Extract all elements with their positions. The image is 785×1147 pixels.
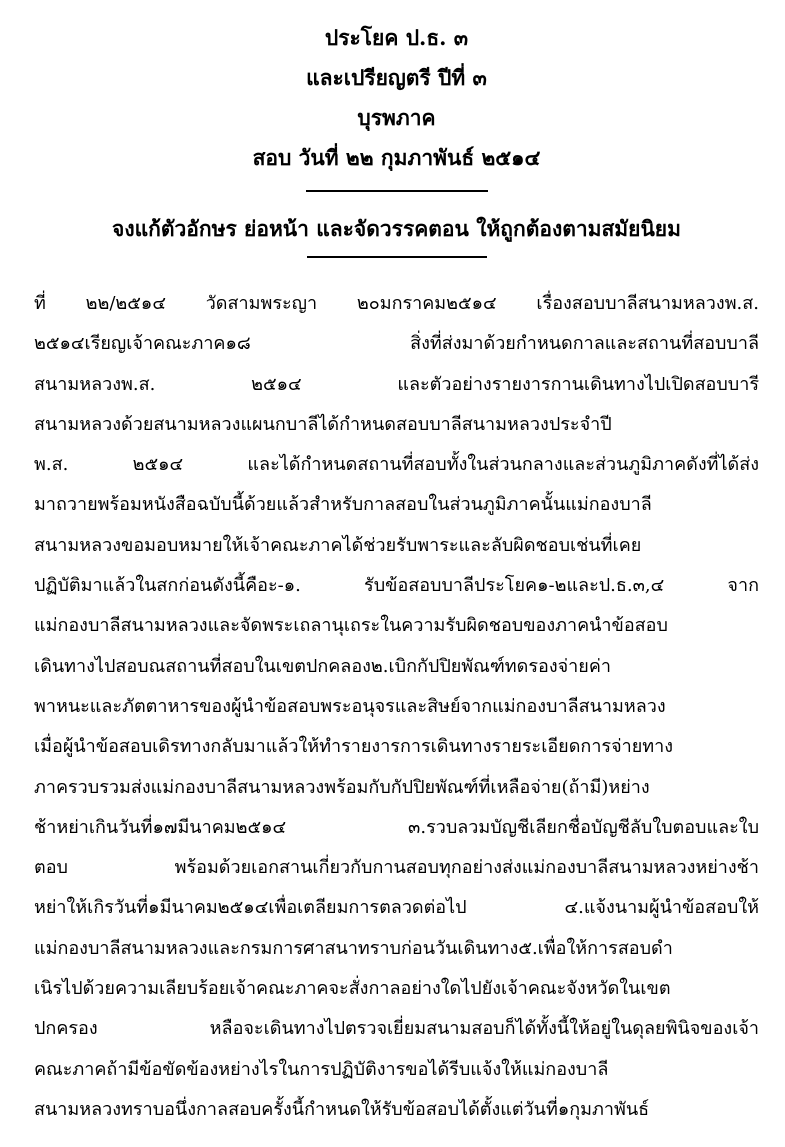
passage-line: สนามหลวงพ.ส. ๒๕๑๔ และตัวอย่างรายงารกานเดินทางไปเปิดสอบบารี	[34, 373, 759, 395]
passage-line: คณะภาคถ้ามีข้อขัดข้องหย่างไรในการปฏิบัติงารขอได้รีบแจ้งให้แม่กองบาลี	[34, 1058, 609, 1080]
exam-passage	[34, 284, 759, 1130]
exam-instruction: จงแก้ตัวอักษร ย่อหน้า และจัดวรรคตอน ให้ถูกต้องตามสมัยนิยม	[112, 216, 681, 241]
passage-line: ที่ ๒๒/๒๕๑๔ วัดสามพระญา ๒๐มกราคม๒๕๑๔ เรื่องสอบบาลีสนามหลวงพ.ส.	[34, 293, 759, 314]
passage-line: แม่กองบาลีสนามหลวงและกรมการศาสนาทราบก่อนวันเดินทาง๕.เพื่อให้การสอบดำ	[34, 937, 673, 959]
passage-line: ๒๕๑๔เรียญเจ้าคณะภาค๑๘ สิ่งที่ส่งมาด้วยกำหนดกาลและสถานที่สอบบาลี	[34, 333, 759, 355]
exam-grade-title: และเปรียญตรี ปีที่ ๓	[306, 65, 487, 90]
passage-line: แม่กองบาลีสนามหลวงและจัดพระเถลานุเถระในความรับผิดชอบของภาคนำข้อสอบ	[34, 615, 668, 637]
passage-line: พาหนะและภัตตาหารของผู้นำข้อสอบพระอนุจรและสิษย์จากแม่กองบาลีสนามหลวง	[34, 695, 666, 717]
passage-line: มาถวายพร้อมหนังสือฉบับนี้ด้วยแล้วสำหรับกาลสอบในส่วนภูมิภาคนั้นแม่กองบาลี	[34, 494, 652, 516]
passage-line: เมื่อผู้นำข้อสอบเดิรทางกลับมาแล้วให้ทำรายงารการเดินทางรายระเอียดการจ่ายทาง	[34, 736, 674, 758]
passage-line: สนามหลวงขอมอบหมายให้เจ้าคณะภาคได้ช่วยรับพาระและลับผิดชอบเช่นที่เคย	[34, 534, 642, 556]
header-divider	[306, 190, 488, 192]
passage-line: สนามหลวงทราบอนึ่งกาลสอบครั้งนี้กำหนดให้รับข้อสอบได้ตั้งแต่วันที่๑กุมภาพันธ์	[34, 1098, 650, 1120]
passage-line: หย่าให้เกิรวันที่๑มีนาคม๒๕๑๔เพื่อเตลียมการตลวดต่อไป ๔.แจ้งนามผู้นำข้อสอบให้	[34, 897, 759, 919]
passage-line: ปกครอง หลือจะเดินทางไปตรวจเยี่ยมสนามสอบก็ได้ทั้งนี้ให้อยู่ในดุลยพินิจของเจ้า	[34, 1018, 759, 1040]
exam-level-title: ประโยค ป.ธ. ๓	[324, 25, 469, 50]
passage-line: เนิรไปด้วยความเลียบร้อยเจ้าคณะภาคจะสั่งกาลอย่างใดไปยังเจ้าคณะจังหวัดในเขต	[34, 978, 671, 1000]
passage-line: ตอบ พร้อมด้วยเอกสานเกี่ยวกับกานสอบทุกอย่างส่งแม่กองบาลีสนามหลวงหย่างช้า	[34, 857, 759, 879]
passage-line: สนามหลวงด้วยสนามหลวงแผนกบาลีได้กำหนดสอบบาลีสนามหลวงประจำปี	[34, 413, 612, 435]
passage-line: ช้าหย่าเกินวันที่๑๗มีนาคม๒๕๑๔ ๓.รวบลวมบัญชีเลียกชื่อบัญชีลับใบตอบและใบ	[34, 816, 759, 838]
instruction-divider	[307, 256, 487, 258]
exam-header	[34, 18, 759, 178]
exam-section-title: บุรพภาค	[357, 105, 436, 130]
passage-line: พ.ส. ๒๕๑๔ และได้กำหนดสถานที่สอบทั้งในส่วนกลางและส่วนภูมิภาคดังที่ได้ส่ง	[34, 454, 759, 476]
passage-line: ปฏิบัติมาแล้วในสกก่อนดังนี้คือะ-๑. รับข้อสอบบาลีประโยค๑-๒และป.ธ.๓,๔ จาก	[34, 575, 759, 597]
passage-line: ภาครวบรวมส่งแม่กองบาลีสนามหลวงพร้อมกับกัปปิยพัณฑ์ที่เหลือจ่าย(ถ้ามี)หย่าง	[34, 776, 650, 798]
passage-line: เดินทางไปสอบณสถานที่สอบในเขตปกคลอง๒.เบิกกัปปิยพัณฑ์ทดรองจ่ายค่า	[34, 655, 611, 677]
exam-date-title: สอบ วันที่ ๒๒ กุมภาพันธ์ ๒๕๑๔	[252, 145, 541, 170]
